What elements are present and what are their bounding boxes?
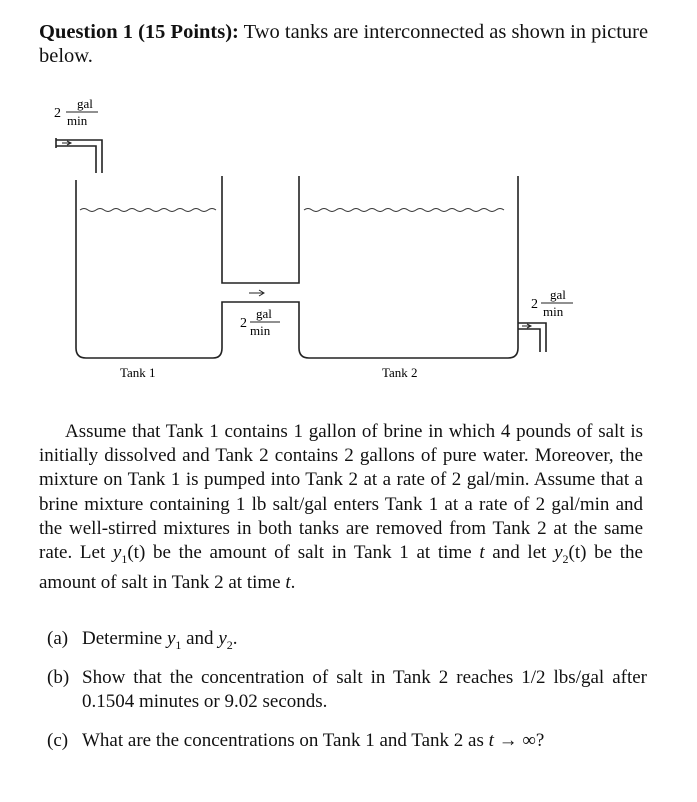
math-y1: y	[112, 542, 122, 564]
statement-part-5: .	[290, 572, 296, 594]
question-intro: Two tanks are interconnected as shown in picture below.	[39, 21, 649, 67]
two-tank-diagram	[0, 0, 697, 400]
problem-statement	[39, 420, 643, 595]
outflow-pipe	[518, 323, 546, 352]
transfer-rate-coef: 2	[240, 316, 247, 331]
part-b-text: Show that the concentration of salt in Tank 2 reaches 1/2 lbs/gal after 0.1504 minutes or 9.02 seconds.	[82, 667, 647, 713]
math-y1-sub: 1	[121, 551, 128, 566]
math-y2: y	[554, 542, 563, 564]
inflow-pipe	[56, 138, 102, 173]
part-a	[47, 627, 647, 657]
tank-2-label: Tank 2	[382, 365, 418, 380]
transfer-rate-num: gal	[256, 306, 272, 321]
math-t2: t	[285, 572, 291, 594]
inflow-rate-label	[54, 96, 98, 128]
part-a-text: Determine $y_1$ and $y_2$.	[82, 628, 238, 652]
outflow-rate-den: min	[543, 304, 564, 319]
transfer-rate-label	[240, 306, 280, 338]
statement-part-3: and let	[484, 542, 555, 564]
outflow-rate-num: gal	[550, 287, 566, 302]
statement-part-1: Assume that Tank 1 contains 1 gallon of brine in which 4 pounds of salt is initially dissolved and Tank 2 contains 2 gallons of pure water. Moreover, the mixture on Tank 1 is pumped into Tank 2 at a rate of 2 gal/min. Assume that a brine mixture containing 1 lb salt/gal enters Tank 1 at a rate of 2 gal/min and the well-stirred mixtures in both tanks are removed from Tank 2 at the same rate. Let	[39, 421, 643, 564]
statement-part-2: be the amount of salt in Tank 1 at time	[145, 542, 480, 564]
part-a-label: (a)	[47, 628, 69, 649]
part-b-label: (b)	[47, 667, 70, 688]
part-c	[47, 729, 647, 753]
part-c-label: (c)	[47, 730, 69, 751]
inflow-rate-num: gal	[77, 96, 93, 111]
inflow-rate-coef: 2	[54, 106, 61, 121]
tank-1-label: Tank 1	[120, 365, 156, 380]
inflow-rate-den: min	[67, 113, 88, 128]
math-t1: t	[479, 542, 485, 564]
tank-1	[76, 176, 518, 358]
outflow-rate-coef: 2	[531, 297, 538, 312]
liquid-surfaces	[80, 209, 504, 212]
outflow-rate-label	[531, 287, 573, 319]
math-y2-arg: (t)	[568, 542, 587, 564]
part-b	[47, 666, 647, 714]
part-c-text: What are the concentrations on Tank 1 and Tank 2 as t → ∞?	[82, 730, 545, 751]
math-y1-arg: (t)	[127, 542, 146, 564]
math-y2-sub: 2	[562, 551, 569, 566]
question-heading: Question 1 (15 Points):	[39, 21, 239, 43]
transfer-rate-den: min	[250, 323, 271, 338]
statement-part-4: be the amount of salt in Tank 2 at time	[39, 542, 643, 594]
transfer-arrow	[249, 290, 264, 296]
